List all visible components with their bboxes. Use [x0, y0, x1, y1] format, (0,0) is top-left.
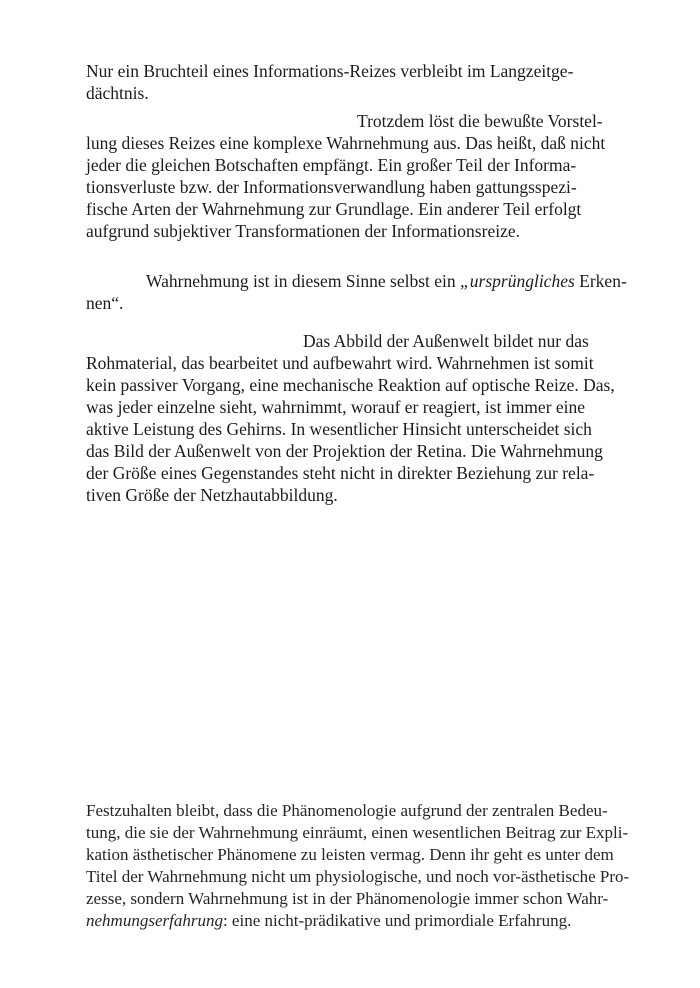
text-line: [146, 270, 627, 292]
text-line: [86, 352, 594, 374]
text-line-content: tiven Größe der Netzhautabbildung.: [86, 485, 338, 505]
text-line-content: Trotzdem löst die bewußte Vorstel-: [357, 111, 603, 131]
text-line: [86, 844, 614, 866]
text-line: [86, 418, 592, 440]
text-line-content: tionsverluste bzw. der Informationsverwandlung haben gattungsspezi-: [86, 177, 577, 197]
text-line: [86, 198, 581, 220]
text-line: [86, 292, 123, 314]
emphasis-text: nehmungserfahrung: [86, 911, 223, 930]
text-line: [86, 440, 603, 462]
text-line-content: fische Arten der Wahrnehmung zur Grundlage. Ein anderer Teil erfolgt: [86, 199, 582, 219]
text-line-content: der Größe eines Gegenstandes steht nicht in direkter Beziehung zur rela-: [86, 463, 595, 483]
text-line: [86, 910, 571, 932]
text-line: [303, 330, 589, 352]
text-line-content: Rohmaterial, das bearbeitet und aufbewahrt wird. Wahrnehmen ist somit: [86, 353, 594, 373]
text-line-content: aktive Leistung des Gehirns. In wesentlicher Hinsicht unterscheidet sich: [86, 419, 592, 439]
text-line: [86, 396, 585, 418]
text-line: [86, 82, 149, 104]
text-line-content: nen“.: [86, 293, 124, 313]
text-line: [86, 220, 520, 242]
text-line: [86, 60, 636, 82]
text-line-content: Nur ein Bruchteil eines Informations-Reizes verbleibt im Langzeitge-: [86, 61, 574, 81]
text-segment: Erken-: [574, 271, 627, 291]
emphasis-text: „ursprüngliches: [460, 271, 575, 291]
text-line: [86, 132, 605, 154]
text-line: [357, 110, 603, 132]
text-line-content: was jeder einzelne sieht, wahrnimmt, worauf er reagiert, ist immer eine: [86, 397, 586, 417]
text-line: [86, 154, 576, 176]
text-segment: : eine nicht-prädikative und primordiale Erfahrung.: [222, 911, 572, 930]
text-line: [86, 800, 608, 822]
text-line-content: jeder die gleichen Botschaften empfängt. Ein großer Teil der Informa-: [86, 155, 577, 175]
text-segment: Wahrnehmung ist in diesem Sinne selbst ein: [146, 271, 461, 291]
text-line-content: kation ästhetischer Phänomene zu leisten vermag. Denn ihr geht es unter dem: [86, 845, 614, 864]
text-line-content: dächtnis.: [86, 83, 149, 103]
text-line: [86, 822, 628, 844]
text-line: [86, 176, 577, 198]
text-line: [86, 888, 608, 910]
text-line: [86, 484, 338, 506]
text-line: [86, 462, 594, 484]
text-line-content: Festzuhalten bleibt, dass die Phänomenologie aufgrund der zentralen Bedeu-: [86, 801, 608, 820]
text-line-content: zesse, sondern Wahrnehmung ist in der Phänomenologie immer schon Wahr-: [86, 889, 609, 908]
text-line-content: Titel der Wahrnehmung nicht um physiologische, und noch vor-ästhetische Pro-: [86, 867, 630, 886]
text-line-content: lung dieses Reizes eine komplexe Wahrnehmung aus. Das heißt, daß nicht: [86, 133, 606, 153]
text-line-content: das Bild der Außenwelt von der Projektion der Retina. Die Wahrnehmung: [86, 441, 603, 461]
text-line-content: kein passiver Vorgang, eine mechanische Reaktion auf optische Reize. Das,: [86, 375, 615, 395]
text-line-content: aufgrund subjektiver Transformationen der Informationsreize.: [86, 221, 520, 241]
text-line-content: Das Abbild der Außenwelt bildet nur das: [303, 331, 589, 351]
text-line-content: tung, die sie der Wahrnehmung einräumt, einen wesentlichen Beitrag zur Expli-: [86, 823, 629, 842]
text-line: [86, 866, 629, 888]
text-line: [86, 374, 615, 396]
